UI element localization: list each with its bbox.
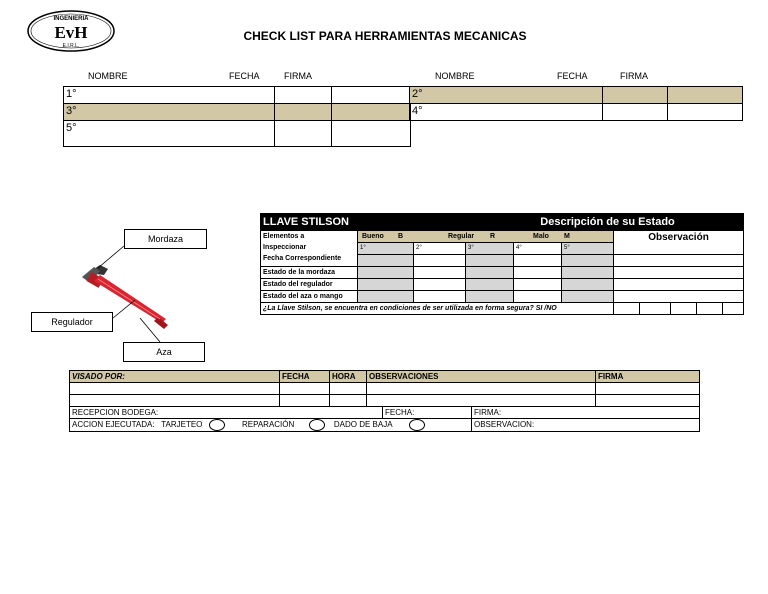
grade-cell[interactable] — [562, 255, 614, 267]
sign-signature-cell[interactable] — [332, 104, 411, 121]
answer-cell[interactable] — [640, 303, 671, 315]
visado-fecha-cell[interactable] — [280, 383, 330, 395]
sign-name-cell[interactable]: 4° — [410, 104, 603, 121]
firma-header-right: FIRMA — [620, 71, 648, 81]
grade-cell[interactable] — [358, 291, 414, 303]
m-label: M — [564, 233, 570, 240]
grade-cell[interactable] — [562, 279, 614, 291]
grade-cell[interactable] — [466, 267, 514, 279]
grade-cell[interactable] — [514, 267, 562, 279]
answer-cell[interactable] — [697, 303, 723, 315]
r-label: R — [490, 233, 496, 240]
sign-row — [410, 104, 743, 121]
grade-cell[interactable] — [466, 279, 514, 291]
page-title: CHECK LIST PARA HERRAMIENTAS MECANICAS — [243, 29, 527, 43]
inspection-row — [261, 291, 744, 303]
bueno-label: Bueno — [362, 233, 384, 240]
tarjeteo-label: TARJETEO — [161, 420, 203, 430]
inspection-row — [261, 279, 744, 291]
ordinal-cell: 4° — [514, 243, 562, 255]
recepcion-row — [70, 407, 700, 419]
visado-por-cell[interactable] — [70, 383, 280, 395]
sign-signature-cell[interactable] — [668, 87, 743, 104]
recepcion-bodega-label: RECEPCION BODEGA: — [70, 407, 383, 419]
grade-cell[interactable] — [414, 267, 466, 279]
observation-cell[interactable] — [614, 279, 744, 291]
grade-cell[interactable] — [358, 255, 414, 267]
grade-cell[interactable] — [466, 291, 514, 303]
grade-cell[interactable] — [414, 255, 466, 267]
grade-cell[interactable] — [358, 267, 414, 279]
visado-por-cell[interactable] — [70, 395, 280, 407]
ordinal-cell: 2° — [414, 243, 466, 255]
description-header: Descripción de su Estado — [414, 214, 744, 231]
logo-bottom-text: E.I.R.L. — [62, 43, 80, 49]
visado-firma-cell[interactable] — [596, 395, 700, 407]
sign-date-cell[interactable] — [275, 121, 332, 147]
sign-date-cell[interactable] — [603, 87, 668, 104]
grade-cell[interactable] — [466, 255, 514, 267]
nombre-header-right: NOMBRE — [435, 71, 475, 81]
visado-observaciones-cell[interactable] — [367, 395, 596, 407]
grade-cell[interactable] — [514, 279, 562, 291]
visado-firma-header: FIRMA — [596, 371, 700, 383]
grade-cell[interactable] — [414, 291, 466, 303]
accion-label: ACCION EJECUTADA: — [72, 420, 155, 430]
inspection-item-label: Estado del regulador — [261, 279, 358, 291]
mordaza-label: Mordaza — [124, 229, 207, 249]
regulador-label: Regulador — [31, 312, 113, 332]
visado-header-row — [70, 371, 700, 383]
sign-name-cell[interactable]: 2° — [410, 87, 603, 104]
recepcion-firma-label: FIRMA: — [472, 407, 700, 419]
ordinal-cell: 3° — [466, 243, 514, 255]
visado-observaciones-header: OBSERVACIONES — [367, 371, 596, 383]
sign-row — [64, 121, 411, 147]
inspection-item-label: Estado de la mordaza — [261, 267, 358, 279]
elements-label-line2: Inspeccionar — [263, 244, 307, 251]
visado-table — [69, 370, 700, 432]
dado-baja-radio[interactable] — [409, 419, 425, 431]
visado-firma-cell[interactable] — [596, 383, 700, 395]
visado-por-header: VISADO POR: — [70, 371, 280, 383]
grade-cell[interactable] — [562, 291, 614, 303]
observation-cell[interactable] — [614, 267, 744, 279]
ordinal-cell: 1° — [358, 243, 414, 255]
sign-name-cell[interactable]: 3° — [64, 104, 275, 121]
dado-baja-label: DADO DE BAJA — [333, 420, 393, 430]
visado-fecha-header: FECHA — [280, 371, 330, 383]
sign-row — [64, 87, 411, 104]
safety-question: ¿La Llave Stilson, se encuentra en condiciones de ser utilizada en forma segura? SI /NO — [261, 303, 614, 315]
sign-name-cell[interactable]: 5° — [64, 121, 275, 147]
elements-label-line1: Elementos a — [263, 233, 305, 240]
firma-header-left: FIRMA — [284, 71, 312, 81]
accion-cell — [70, 419, 472, 432]
sign-signature-cell[interactable] — [332, 121, 411, 147]
tarjeteo-radio[interactable] — [209, 419, 225, 431]
visado-observaciones-cell[interactable] — [367, 383, 596, 395]
reparacion-radio[interactable] — [309, 419, 325, 431]
safety-question-row — [261, 303, 744, 315]
logo-top-text: INGENIERIA — [53, 16, 89, 22]
grade-cell[interactable] — [414, 279, 466, 291]
elements-label-cell — [261, 231, 358, 267]
grade-cell[interactable] — [358, 279, 414, 291]
sign-row — [64, 104, 411, 121]
aza-label: Aza — [123, 342, 205, 362]
stilson-checklist-table — [260, 213, 744, 315]
grade-header-cell — [358, 231, 614, 243]
answer-cell[interactable] — [723, 303, 744, 315]
answer-cell[interactable] — [614, 303, 640, 315]
visado-hora-header: HORA — [330, 371, 367, 383]
observation-cell[interactable] — [614, 255, 744, 267]
grade-cell[interactable] — [562, 267, 614, 279]
inspection-row — [261, 267, 744, 279]
sign-date-cell[interactable] — [275, 87, 332, 104]
sign-signature-cell[interactable] — [332, 87, 411, 104]
observacion-label: OBSERVACION: — [472, 419, 700, 432]
logo-main-text: EvH — [54, 23, 88, 42]
reparacion-label: REPARACIÓN — [241, 420, 295, 430]
recepcion-fecha-label: FECHA: — [383, 407, 472, 419]
grade-cell[interactable] — [514, 255, 562, 267]
malo-label: Malo — [533, 233, 549, 240]
visado-entry-row — [70, 395, 700, 407]
sign-name-cell[interactable]: 1° — [64, 87, 275, 104]
stilson-title-row — [261, 214, 744, 231]
visado-fecha-cell[interactable] — [280, 395, 330, 407]
sign-date-cell[interactable] — [275, 104, 332, 121]
inspection-item-label: Estado del aza o mango — [261, 291, 358, 303]
tool-name: LLAVE STILSON — [261, 214, 414, 231]
visado-hora-cell[interactable] — [330, 395, 367, 407]
observation-cell[interactable] — [614, 291, 744, 303]
sign-row — [410, 87, 743, 104]
fecha-header-left: FECHA — [229, 71, 260, 81]
stilson-grade-row — [261, 231, 744, 243]
sign-table-left — [63, 86, 411, 147]
sign-signature-cell[interactable] — [668, 104, 743, 121]
visado-entry-row — [70, 383, 700, 395]
fecha-label: Fecha Correspondiente — [263, 255, 342, 262]
regular-label: Regular — [448, 233, 475, 240]
accion-row — [70, 419, 700, 432]
answer-cell[interactable] — [671, 303, 697, 315]
observacion-header: Observación — [614, 231, 744, 255]
sign-table-right — [409, 86, 743, 121]
fecha-header-right: FECHA — [557, 71, 588, 81]
ordinal-cell: 5° — [562, 243, 614, 255]
nombre-header-left: NOMBRE — [88, 71, 128, 81]
b-label: B — [398, 233, 404, 240]
sign-date-cell[interactable] — [603, 104, 668, 121]
grade-cell[interactable] — [514, 291, 562, 303]
visado-hora-cell[interactable] — [330, 383, 367, 395]
